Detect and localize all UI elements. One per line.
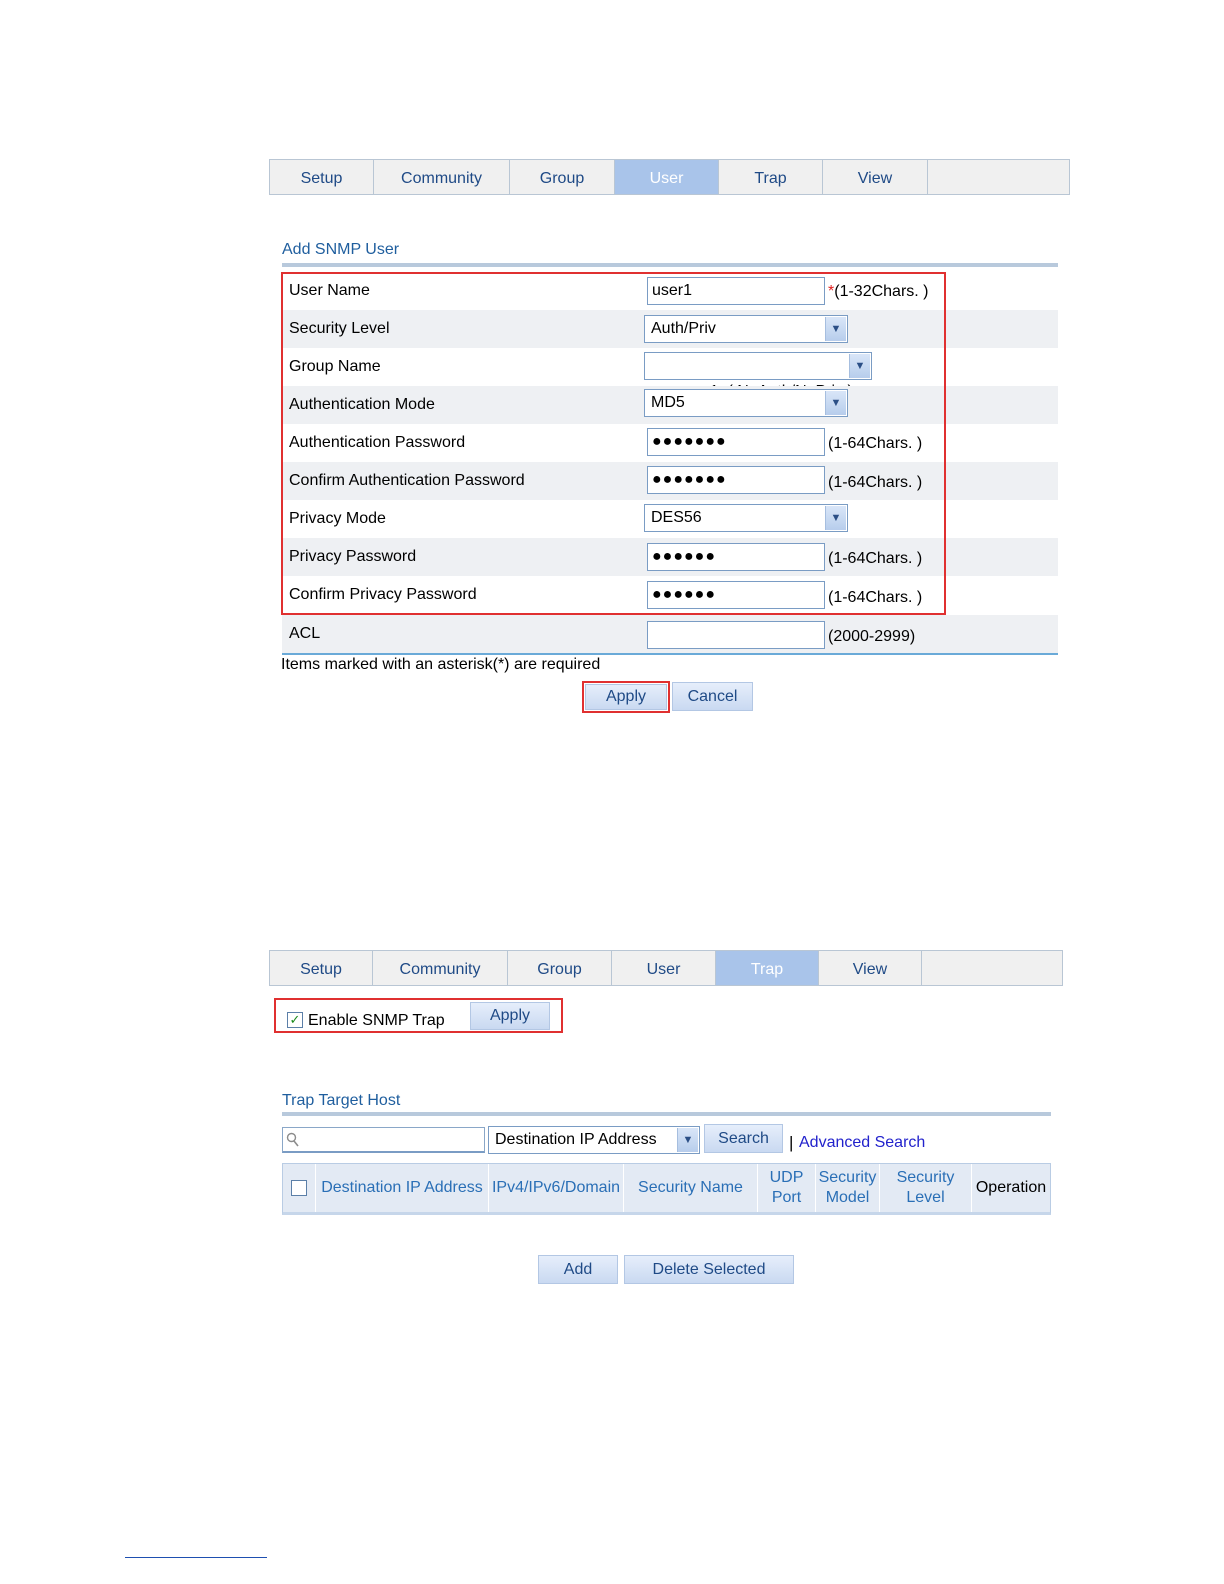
tab-user[interactable]: User: [615, 160, 719, 194]
confirm-privacy-password-hint: (1-64Chars. ): [828, 589, 923, 606]
tab-user[interactable]: User: [612, 951, 716, 985]
header-udp-port[interactable]: UDP Port: [758, 1164, 816, 1212]
group-name-label: Group Name: [289, 358, 381, 375]
chevron-down-icon[interactable]: ▼: [677, 1128, 698, 1152]
confirm-privacy-password-label: Confirm Privacy Password: [289, 586, 477, 603]
confirm-auth-password-hint: (1-64Chars. ): [828, 474, 923, 491]
tab-trap[interactable]: Trap: [716, 951, 819, 985]
header-ip-version[interactable]: IPv4/IPv6/Domain: [489, 1164, 624, 1212]
chevron-down-icon[interactable]: ▼: [849, 354, 870, 378]
highlight-box-user-fields: [281, 272, 946, 615]
search-input[interactable]: [282, 1127, 485, 1153]
search-field-value: Destination IP Address: [495, 1131, 657, 1148]
auth-mode-label: Authentication Mode: [289, 396, 435, 413]
auth-password-input[interactable]: ●●●●●●●: [647, 428, 825, 456]
chevron-down-icon[interactable]: ▼: [825, 506, 846, 530]
search-icon: [286, 1132, 300, 1148]
section-title-add-snmp-user: Add SNMP User: [282, 241, 400, 258]
tab-community[interactable]: Community: [374, 160, 510, 194]
header-operation: Operation: [975, 1179, 1047, 1196]
tab-trap[interactable]: Trap: [719, 160, 823, 194]
section-divider: [282, 1112, 1051, 1116]
tab-setup[interactable]: Setup: [270, 160, 374, 194]
highlight-box-apply: [582, 681, 670, 713]
enable-trap-apply-button[interactable]: Apply: [470, 1002, 550, 1030]
tab-view[interactable]: View: [819, 951, 922, 985]
trap-table-header: [282, 1163, 1051, 1215]
confirm-auth-password-input[interactable]: ●●●●●●●: [647, 466, 825, 494]
acl-hint: (2000-2999): [828, 628, 916, 645]
search-field-select[interactable]: [488, 1126, 700, 1154]
acl-input[interactable]: [647, 621, 825, 649]
tab-group[interactable]: Group: [508, 951, 612, 985]
delete-selected-button[interactable]: Delete Selected: [624, 1255, 794, 1284]
select-all-checkbox[interactable]: [291, 1180, 307, 1196]
cancel-button[interactable]: Cancel: [672, 682, 753, 711]
enable-snmp-trap-checkbox[interactable]: ✓: [287, 1012, 303, 1028]
confirm-auth-password-label: Confirm Authentication Password: [289, 472, 525, 489]
apply-button[interactable]: Apply: [585, 684, 667, 710]
privacy-mode-value: DES56: [651, 509, 702, 526]
user-page-tabbar: [269, 159, 1070, 195]
chevron-down-icon[interactable]: ▼: [825, 317, 846, 341]
header-security-model[interactable]: Security Model: [816, 1164, 880, 1212]
required-note: Items marked with an asterisk(*) are required: [281, 656, 601, 673]
tab-setup[interactable]: Setup: [270, 951, 373, 985]
form-bottom-rule: [282, 653, 1058, 655]
chevron-down-icon[interactable]: ▼: [825, 391, 846, 415]
privacy-mode-label: Privacy Mode: [289, 510, 386, 527]
tab-bar-filler: [922, 951, 1062, 985]
user-name-hint: *(1-32Chars. ): [828, 283, 929, 300]
add-button[interactable]: Add: [538, 1255, 618, 1284]
tab-community[interactable]: Community: [373, 951, 508, 985]
security-level-label: Security Level: [289, 320, 390, 337]
confirm-privacy-password-input[interactable]: ●●●●●●: [647, 581, 825, 609]
section-title-trap-target-host: Trap Target Host: [282, 1092, 401, 1109]
user-name-label: User Name: [289, 282, 370, 299]
tab-bar-filler: [928, 160, 1069, 194]
header-select-all-cell: [283, 1164, 316, 1212]
privacy-password-input[interactable]: ●●●●●●: [647, 543, 825, 571]
footnote-rule: [125, 1557, 267, 1558]
section-divider: [282, 263, 1058, 267]
trap-page-tabbar: [269, 950, 1063, 986]
row-acl: [282, 615, 1058, 653]
user-name-input[interactable]: user1: [647, 277, 825, 305]
header-destination-ip[interactable]: Destination IP Address: [316, 1164, 489, 1212]
tab-view[interactable]: View: [823, 160, 928, 194]
acl-label: ACL: [289, 625, 321, 642]
tab-group[interactable]: Group: [510, 160, 615, 194]
auth-password-hint: (1-64Chars. ): [828, 435, 923, 452]
auth-password-label: Authentication Password: [289, 434, 466, 451]
enable-snmp-trap-label: Enable SNMP Trap: [308, 1012, 445, 1029]
search-button[interactable]: Search: [704, 1124, 783, 1153]
header-security-level[interactable]: Security Level: [880, 1164, 972, 1212]
search-separator: |: [789, 1133, 794, 1152]
auth-mode-value: MD5: [651, 394, 685, 411]
header-security-name[interactable]: Security Name: [624, 1164, 758, 1212]
required-asterisk: *: [828, 283, 835, 300]
security-level-value: Auth/Priv: [651, 320, 716, 337]
privacy-password-label: Privacy Password: [289, 548, 417, 565]
privacy-password-hint: (1-64Chars. ): [828, 550, 923, 567]
advanced-search-link[interactable]: Advanced Search: [799, 1134, 926, 1151]
